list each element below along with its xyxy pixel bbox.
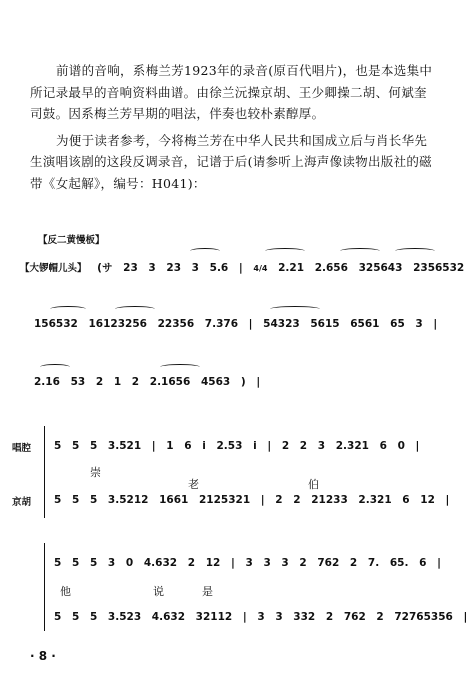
note: 3.521 <box>107 440 142 452</box>
score-row-1 <box>20 260 471 275</box>
note: 5 <box>89 611 98 623</box>
barline: | <box>242 611 247 623</box>
score-row-3 <box>34 376 267 388</box>
note: 1661 <box>159 494 189 506</box>
note: i <box>202 440 206 452</box>
note: 2.321 <box>358 494 392 506</box>
slur-mark <box>270 306 320 312</box>
system-bracket <box>44 543 45 631</box>
barline: | <box>463 611 468 623</box>
note: 4563 <box>200 376 231 388</box>
note: 2 <box>299 440 308 452</box>
lyric: 伯 <box>308 478 319 491</box>
barline: | <box>437 557 441 569</box>
jinghu-row <box>54 494 456 506</box>
note: 3 <box>245 557 253 569</box>
note: 6 <box>419 557 427 569</box>
note: 2.656 <box>314 262 348 274</box>
page-number: · 8 · <box>30 649 56 663</box>
note: 2.1656 <box>149 376 191 388</box>
slur-mark <box>395 248 435 254</box>
note: 1 <box>113 376 122 388</box>
slur-mark <box>190 248 220 254</box>
barline: | <box>267 440 272 452</box>
note: 3 <box>263 557 271 569</box>
barline: | <box>433 318 438 330</box>
note: 72765356 <box>394 611 453 623</box>
note: 3.5212 <box>107 494 149 506</box>
lyric: 老 <box>188 478 199 491</box>
note: 5 <box>89 557 98 569</box>
paragraph-1: 前谱的音响，系梅兰芳1923年的录音(原百代唱片)，也是本选集中所记录最早的音响资料曲谱。由徐兰沅操京胡、王少卿操二胡、何斌奎司鼓。因系梅兰芳早期的唱法，伴奏也较朴素醇厚。 <box>30 63 433 121</box>
note: 5 <box>71 494 80 506</box>
note: 5 <box>54 557 62 569</box>
note: 7. <box>367 557 380 569</box>
score-system-2 <box>20 543 468 635</box>
note: 1 <box>166 440 174 452</box>
note: i <box>253 440 257 452</box>
note: 6 <box>184 440 192 452</box>
lyric: 说 <box>153 585 164 598</box>
note: 21233 <box>311 494 348 506</box>
note: 0 <box>397 440 405 452</box>
note: 5 <box>71 611 80 623</box>
note: 5 <box>54 440 62 452</box>
jinghu-row <box>54 611 474 623</box>
voice-row <box>54 440 426 452</box>
time-signature: 4/4 <box>253 264 268 273</box>
barline: | <box>445 494 450 506</box>
score-row-2 <box>34 318 444 330</box>
note: 6 <box>379 440 387 452</box>
slur-mark <box>340 248 380 254</box>
note: 4.632 <box>143 557 178 569</box>
barline: | <box>256 376 261 388</box>
note: 325643 <box>358 262 403 274</box>
note: 3 <box>191 262 199 274</box>
slur-mark <box>40 364 70 370</box>
note: 762 <box>343 611 366 623</box>
barline: | <box>230 557 235 569</box>
note: 2 <box>293 494 301 506</box>
lyric: 他 <box>60 585 71 598</box>
note: 156532 <box>34 318 78 330</box>
note: 2.53 <box>216 440 243 452</box>
note: 0 <box>125 557 134 569</box>
note: 53 <box>70 376 86 388</box>
note: 3 <box>107 557 116 569</box>
note: 7.376 <box>204 318 239 330</box>
note: 332 <box>293 611 316 623</box>
note: 2 <box>187 557 196 569</box>
note: 2 <box>281 440 290 452</box>
note: 2 <box>325 611 334 623</box>
score-intro <box>20 232 465 392</box>
note: 12 <box>205 557 221 569</box>
intro-label: 【大锣帽儿头】 <box>20 263 87 274</box>
note: 65 <box>390 318 405 330</box>
system-bracket <box>44 426 45 518</box>
slur-mark <box>50 306 86 312</box>
note: 3 <box>148 262 156 274</box>
note: 2 <box>349 557 358 569</box>
note: 3 <box>275 611 283 623</box>
note: 762 <box>317 557 340 569</box>
note: 5 <box>71 440 80 452</box>
note: 2.21 <box>278 262 305 274</box>
note: 2.321 <box>335 440 369 452</box>
note: 23 <box>123 262 138 274</box>
barline: | <box>238 262 243 274</box>
lyric: 崇 <box>90 466 101 479</box>
note: 2 <box>376 611 384 623</box>
note: 5 <box>54 494 62 506</box>
note: 2125321 <box>198 494 251 506</box>
note: 5 <box>89 494 98 506</box>
note: 5.6 <box>209 262 229 274</box>
slur-mark <box>160 364 200 370</box>
lyric: 是 <box>202 585 213 598</box>
note: 2 <box>299 557 307 569</box>
note: 2.16 <box>34 376 60 388</box>
paren-close: ) <box>240 376 246 388</box>
slur-mark <box>115 306 155 312</box>
note: 5 <box>54 611 62 623</box>
note: 3 <box>317 440 326 452</box>
note: 54323 <box>263 318 300 330</box>
note: 16123256 <box>88 318 147 330</box>
prose-text <box>30 60 435 199</box>
slur-mark <box>265 248 305 254</box>
barline: | <box>151 440 156 452</box>
note: 22356 <box>157 318 195 330</box>
note: 12 <box>420 494 435 506</box>
barline: | <box>248 318 253 330</box>
score-system-1 <box>12 426 450 521</box>
note: 3 <box>415 318 423 330</box>
note: 4.632 <box>151 611 185 623</box>
note: 65. <box>389 557 409 569</box>
note: 2 <box>131 376 140 388</box>
voice-row <box>54 557 448 569</box>
note: 6 <box>402 494 410 506</box>
barline: | <box>415 440 420 452</box>
section-title: 【反二黄慢板】 <box>38 235 105 246</box>
note: 5 <box>89 440 98 452</box>
note: 3.523 <box>107 611 142 623</box>
barline: | <box>260 494 265 506</box>
note: 2 <box>95 376 104 388</box>
note: 5615 <box>310 318 340 330</box>
voice-label: 唱腔 <box>12 443 32 454</box>
note: 6561 <box>350 318 380 330</box>
note: 5 <box>71 557 80 569</box>
note: 3 <box>281 557 289 569</box>
note: 3 <box>257 611 265 623</box>
note: 32112 <box>195 611 233 623</box>
jinghu-label: 京胡 <box>12 497 32 508</box>
note: 23 <box>166 262 182 274</box>
intro-start: (サ <box>97 262 113 274</box>
note: 2 <box>275 494 283 506</box>
note: 2356532 <box>413 262 465 274</box>
paragraph-2: 为便于读者参考，今将梅兰芳在中华人民共和国成立后与肖长华先生演唱该剧的这段反调录音，记谱于后(请参听上海声像读物出版社的磁带《女起解》，编号：H041)： <box>30 132 432 191</box>
